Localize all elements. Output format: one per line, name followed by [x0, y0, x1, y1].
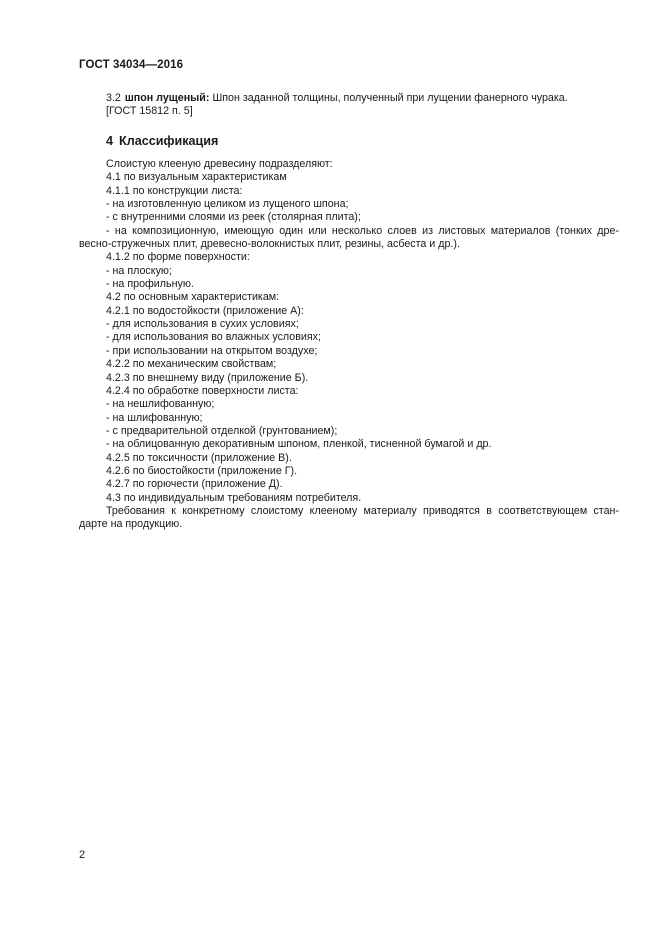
page-number: 2 [79, 849, 86, 861]
definition-text: Шпон заданной толщины, полученный при лущении фанерного чурака. [212, 92, 568, 104]
document-header: ГОСТ 34034—2016 [79, 59, 184, 71]
clause-4-2-6: 4.2.6 по биостойкости (приложение Г). [106, 464, 298, 477]
list-item: - на изготовленную целиком из лущеного шпона; [106, 198, 349, 211]
definition-block [79, 92, 619, 119]
list-item: - при использовании на открытом воздухе; [106, 344, 318, 357]
list-item: - с предварительной отделкой (грунтованием); [106, 424, 338, 437]
definition-line [79, 92, 619, 105]
list-item: - на композиционную, имеющую один или несколько слоев из листовых материалов (тонких дре- [106, 224, 619, 237]
definition-reference: [ГОСТ 15812 п. 5] [106, 105, 193, 118]
clause-4-2-4: 4.2.4 по обработке поверхности листа: [106, 384, 299, 397]
section-title: Классификация [119, 134, 219, 148]
section-body [79, 158, 619, 532]
clause-4-1: 4.1 по визуальным характеристикам [106, 171, 287, 184]
clause-4-2-2: 4.2.2 по механическим свойствам; [106, 358, 277, 371]
list-item-continuation: весно-стружечных плит, древесно-волокнистых плит, резины, асбеста и др.). [79, 238, 460, 251]
section-heading [106, 134, 218, 148]
list-item: - на плоскую; [106, 264, 172, 277]
clause-4-2-5: 4.2.5 по токсичности (приложение В). [106, 451, 292, 464]
paragraph-intro: Слоистую клееную древесину подразделяют: [106, 158, 333, 170]
list-item: - на нешлифованную; [106, 398, 215, 411]
clause-4-2-7: 4.2.7 по горючести (приложение Д). [106, 478, 283, 491]
clause-4-2-3: 4.2.3 по внешнему виду (приложение Б). [106, 371, 309, 384]
list-item: - на профильную. [106, 278, 194, 291]
section-number: 4 [106, 134, 114, 148]
clause-4-2: 4.2 по основным характеристикам: [106, 291, 280, 304]
paragraph-closing-continuation: дарте на продукцию. [79, 518, 183, 531]
definition-term: шпон лущеный: [124, 92, 210, 104]
list-item: - для использования во влажных условиях; [106, 331, 321, 344]
clause-4-2-1: 4.2.1 по водостойкости (приложение А): [106, 304, 304, 317]
list-item: - на шлифованную; [106, 411, 203, 424]
clause-4-3: 4.3 по индивидуальным требованиям потребителя. [106, 491, 362, 504]
list-item: - на облицованную декоративным шпоном, пленкой, тисненной бумагой и др. [106, 438, 492, 451]
definition-number: 3.2 [106, 92, 121, 104]
list-item: - с внутренними слоями из реек (столярная плита); [106, 211, 361, 224]
clause-4-1-1: 4.1.1 по конструкции листа: [106, 184, 243, 197]
clause-4-1-2: 4.1.2 по форме поверхности: [106, 251, 250, 264]
list-item: - для использования в сухих условиях; [106, 318, 299, 331]
paragraph-closing: Требования к конкретному слоистому клееному материалу приводятся в соответствующем стан- [106, 504, 619, 517]
